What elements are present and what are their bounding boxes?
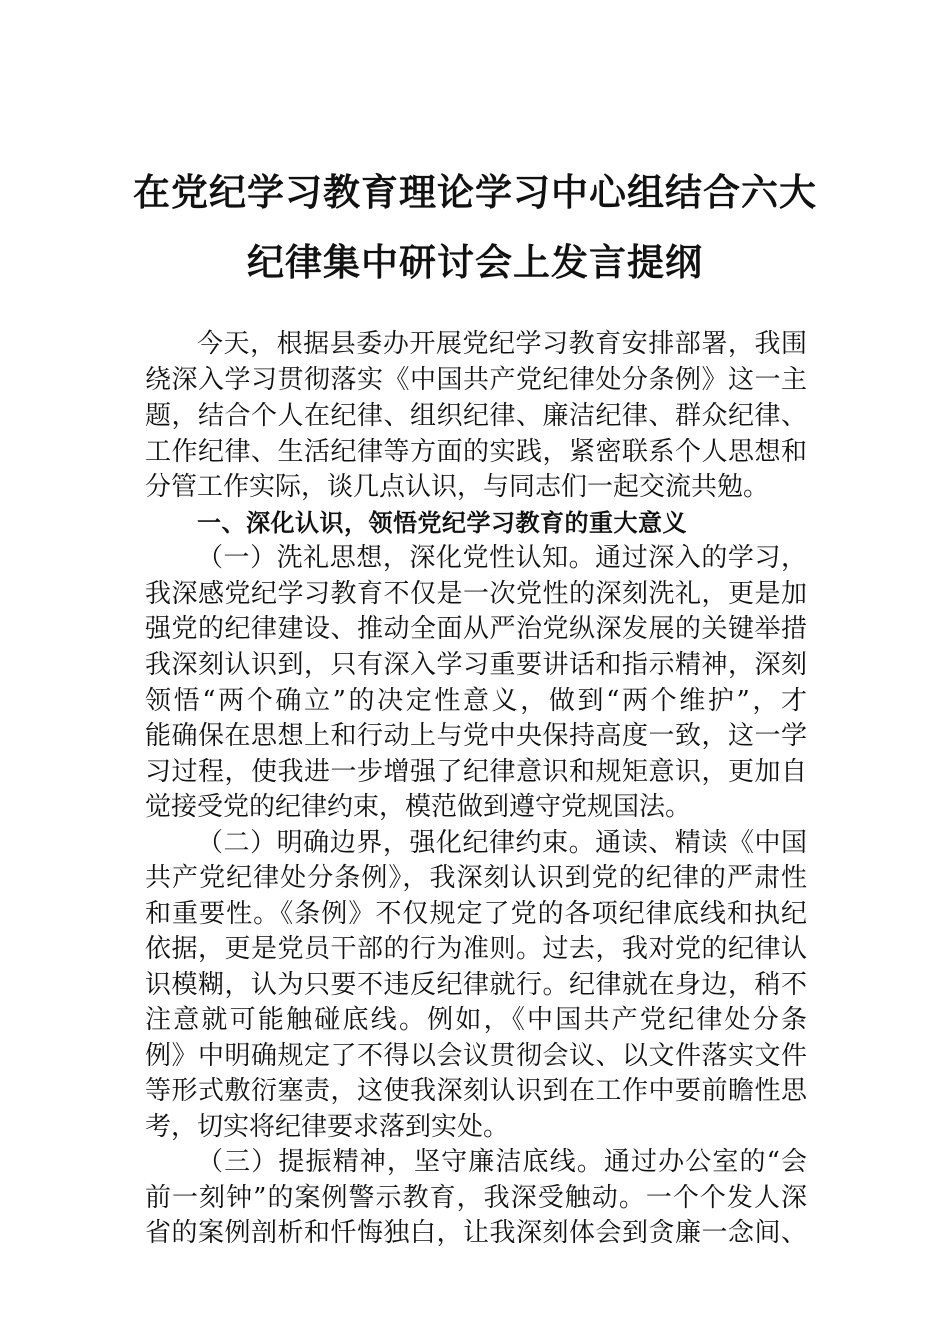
- paragraph-2-line-1: （二）明确边界，强化纪律约束。通读、精读《中国: [197, 828, 807, 858]
- document-title-line-2: 纪律集中研讨会上发言提纲: [247, 240, 703, 284]
- paragraph-2-line-6: 注意就可能触碰底线。例如，《中国共产党纪律处分条: [145, 1005, 807, 1035]
- paragraph-2-line-7: 例》中明确规定了不得以会议贯彻会议、以文件落实文件: [145, 1041, 807, 1071]
- paragraph-2-line-2: 共产党纪律处分条例》，我深刻认识到党的纪律的严肃性: [145, 863, 807, 893]
- paragraph-3-line-2: 前一刻钟”的案例警示教育，我深受触动。一个个发人深: [145, 1183, 807, 1213]
- paragraph-1-line-2: 我深感党纪学习教育不仅是一次党性的深刻洗礼，更是加: [145, 579, 807, 609]
- paragraph-1-line-5: 领悟“两个确立”的决定性意义，做到“两个维护”，才: [145, 686, 807, 716]
- paragraph-2-line-9: 考，切实将纪律要求落到实处。: [145, 1112, 510, 1142]
- paragraph-1-line-3: 强党的纪律建设、推动全面从严治党纵深发展的关键举措: [145, 614, 807, 644]
- paragraph-1-line-1: （一）洗礼思想，深化党性认知。通过深入的学习，: [197, 543, 807, 573]
- paragraph-1-line-4: 我深刻认识到，只有深入学习重要讲话和指示精神，深刻: [145, 650, 807, 680]
- paragraph-3-line-1: （三）提振精神，坚守廉洁底线。通过办公室的“会: [197, 1147, 807, 1177]
- paragraph-intro-line-4: 工作纪律、生活纪律等方面的实践，紧密联系个人思想和: [145, 437, 807, 467]
- paragraph-2-line-5: 识模糊，认为只要不违反纪律就行。纪律就在身边，稍不: [145, 970, 807, 1000]
- paragraph-1-line-6: 能确保在思想上和行动上与党中央保持高度一致，这一学: [145, 721, 807, 751]
- paragraph-2-line-4: 依据，更是党员干部的行为准则。过去，我对党的纪律认: [145, 934, 807, 964]
- paragraph-2-line-8: 等形式敷衍塞责，这使我深刻认识到在工作中要前瞻性思: [145, 1076, 807, 1106]
- paragraph-intro-line-5: 分管工作实际，谈几点认识，与同志们一起交流共勉。: [145, 472, 770, 502]
- section-heading-1: 一、深化认识，领悟党纪学习教育的重大意义: [197, 509, 687, 537]
- document-title-line-1: 在党纪学习教育理论学习中心组结合六大: [133, 170, 817, 214]
- paragraph-1-line-8: 觉接受党的纪律约束，模范做到遵守党规国法。: [145, 792, 692, 822]
- paragraph-intro-line-2: 绕深入学习贯彻落实《中国共产党纪律处分条例》这一主: [145, 365, 807, 395]
- paragraph-intro-line-3: 题，结合个人在纪律、组织纪律、廉洁纪律、群众纪律、: [145, 401, 807, 431]
- paragraph-3-line-3: 省的案例剖析和忏悔独白，让我深刻体会到贪廉一念间、: [145, 1218, 807, 1248]
- paragraph-intro-line-1: 今天，根据县委办开展党纪学习教育安排部署，我围: [197, 329, 807, 359]
- paragraph-2-line-3: 和重要性。《条例》不仅规定了党的各项纪律底线和执纪: [145, 899, 807, 929]
- paragraph-1-line-7: 习过程，使我进一步增强了纪律意识和规矩意识，更加自: [145, 757, 807, 787]
